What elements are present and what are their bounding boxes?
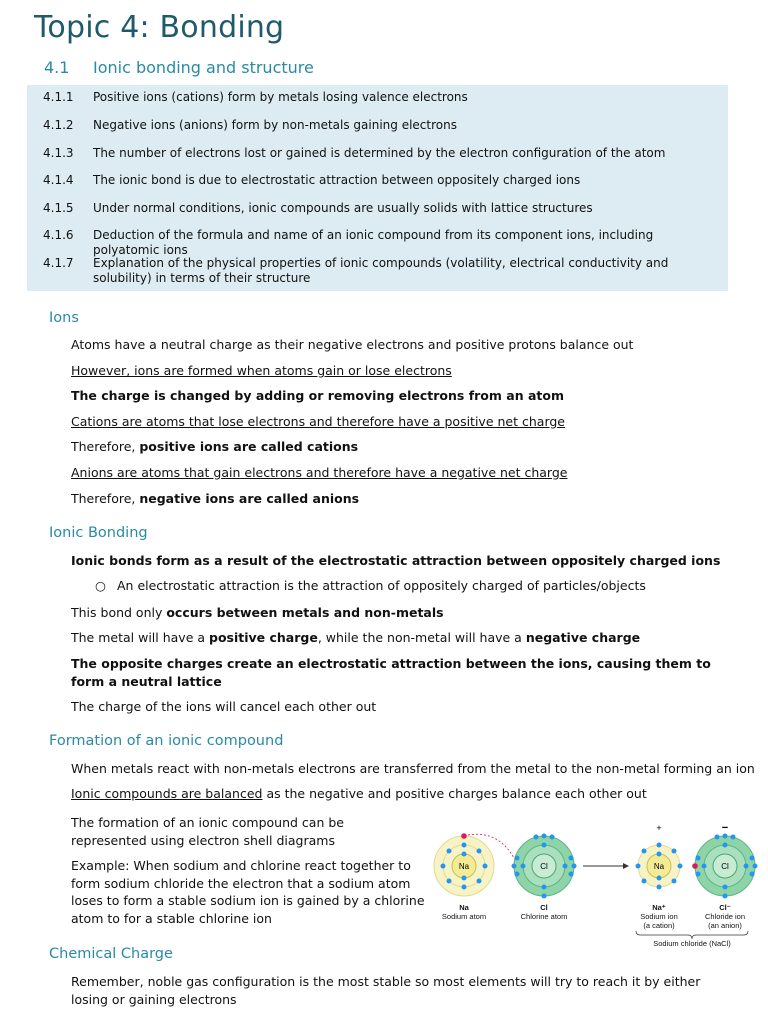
sodium-ion-symbol-label: Na⁺ [652, 903, 666, 912]
spec-number: 4.1.6 [43, 228, 74, 242]
text: Therefore, [71, 491, 140, 506]
spec-number: 4.1.3 [43, 146, 74, 160]
text: Therefore, [71, 439, 140, 454]
section-heading [44, 58, 314, 77]
chloride-ion-label: Chloride ion [704, 912, 746, 921]
bold-text: positive charge [209, 630, 318, 645]
bonding-line [71, 604, 444, 622]
bullet-icon: ○ [95, 578, 106, 593]
spec-row [43, 201, 723, 216]
spec-row [43, 146, 723, 161]
ions-heading: Ions [49, 310, 79, 326]
section-number: 4.1 [44, 58, 70, 77]
spec-number: 4.1.4 [43, 173, 74, 187]
text: The metal will have a [71, 630, 209, 645]
brace [636, 931, 748, 939]
ions-line [71, 490, 359, 508]
sodium-ion-note: (a cation) [643, 921, 675, 930]
formation-line: When metals react with non-metals electrons are transferred from the metal to the non-metal forming an ion [71, 761, 755, 776]
spec-number: 4.1.7 [43, 256, 74, 270]
spec-row [43, 256, 723, 286]
sodium-ion-label: Sodium ion [640, 912, 678, 921]
chlorine-atom-label: Chlorine atom [520, 912, 568, 921]
spec-row [43, 228, 723, 258]
chloride-symbol: Cl [721, 862, 729, 871]
sodium-atom-symbol-label: Na [459, 903, 469, 912]
plus-charge: + [656, 823, 662, 833]
sodium-ion-symbol: Na [653, 862, 665, 871]
ions-line: However, ions are formed when atoms gain or lose electrons [71, 363, 452, 378]
chlorine-atom [512, 834, 577, 899]
chlorine-atom-symbol-label: Cl [540, 903, 548, 912]
spec-number: 4.1.5 [43, 201, 74, 215]
ions-line [71, 438, 358, 456]
spec-text: The ionic bond is due to electrostatic attraction between oppositely charged ions [93, 173, 581, 187]
bonding-line: The charge of the ions will cancel each other out [71, 699, 377, 714]
page-title: Topic 4: Bonding [34, 10, 285, 45]
text: as the negative and positive charges balance each other out [262, 786, 647, 801]
bold-text: negative charge [525, 630, 641, 645]
sodium-symbol: Na [458, 862, 470, 871]
ions-line: Anions are atoms that gain electrons and therefore have a negative net charge [71, 465, 568, 480]
spec-row [43, 118, 723, 133]
spec-table [27, 85, 728, 291]
chlorine-symbol: Cl [540, 862, 548, 871]
spec-text: Under normal conditions, ionic compounds are usually solids with lattice structures [93, 201, 593, 215]
spec-row [43, 90, 723, 105]
spec-text: Deduction of the formula and name of an ionic compound from its component ions, including polyatomic ions [93, 228, 654, 257]
sodium-ion [636, 823, 683, 890]
section-title: Ionic bonding and structure [93, 58, 314, 77]
chloride-ion [692, 822, 757, 899]
bold-text: occurs between metals and non-metals [166, 605, 444, 620]
charge-line: Remember, noble gas configuration is the most stable so most elements will try to reach it by either losing or gaining electrons [71, 974, 701, 1007]
formation-example: Example: When sodium and chlorine react together to form sodium chloride the electron that a sodium atom loses to form a stable sodium ion is gained by a chlorine atom to for a stable chlorine ion [71, 858, 425, 926]
formation-line [71, 785, 647, 803]
spec-text: Explanation of the physical properties of ionic compounds (volatility, electrical conductivity and solubility) in terms of their structure [93, 256, 669, 285]
sodium-atom-label: Sodium atom [441, 912, 487, 921]
spec-text: Negative ions (anions) form by non-metals gaining electrons [93, 118, 457, 132]
chloride-ion-symbol-label: Cl⁻ [719, 903, 731, 912]
text: This bond only [71, 605, 167, 620]
bonding-heading: Ionic Bonding [49, 525, 148, 541]
bonding-line: The opposite charges create an electrostatic attraction between the ions, causing them to form a neutral lattice [71, 656, 711, 689]
arrow-icon [623, 863, 629, 869]
bold-text: positive ions are called cations [139, 439, 359, 454]
sodium-atom [434, 833, 494, 896]
compound-label: Sodium chloride (NaCl) [653, 939, 731, 948]
bold-text: negative ions are called anions [139, 491, 360, 506]
ions-line: Atoms have a neutral charge as their negative electrons and positive protons balance out [71, 337, 634, 352]
ions-line: Cations are atoms that lose electrons and therefore have a positive net charge [71, 414, 565, 429]
bonding-line: Ionic bonds form as a result of the electrostatic attraction between oppositely charged ions [71, 553, 721, 568]
electron-transfer-diagram [428, 820, 760, 952]
spec-number: 4.1.2 [43, 118, 74, 132]
ions-line: The charge is changed by adding or removing electrons from an atom [71, 388, 564, 403]
text: , while the non-metal will have a [317, 630, 526, 645]
spec-text: The number of electrons lost or gained is determined by the electron configuration of the atom [93, 146, 666, 160]
formation-line: The formation of an ionic compound can be represented using electron shell diagrams [71, 815, 344, 848]
bonding-bullet: An electrostatic attraction is the attraction of oppositely charged of particles/objects [117, 578, 646, 593]
spec-text: Positive ions (cations) form by metals losing valence electrons [93, 90, 468, 104]
chloride-ion-note: (an anion) [708, 921, 742, 930]
underlined-text: Ionic compounds are balanced [71, 786, 263, 801]
charge-heading: Chemical Charge [49, 946, 173, 962]
minus-charge: − [721, 822, 729, 834]
spec-number: 4.1.1 [43, 90, 74, 104]
formation-heading: Formation of an ionic compound [49, 733, 284, 749]
spec-row [43, 173, 723, 188]
bonding-line [71, 629, 640, 647]
